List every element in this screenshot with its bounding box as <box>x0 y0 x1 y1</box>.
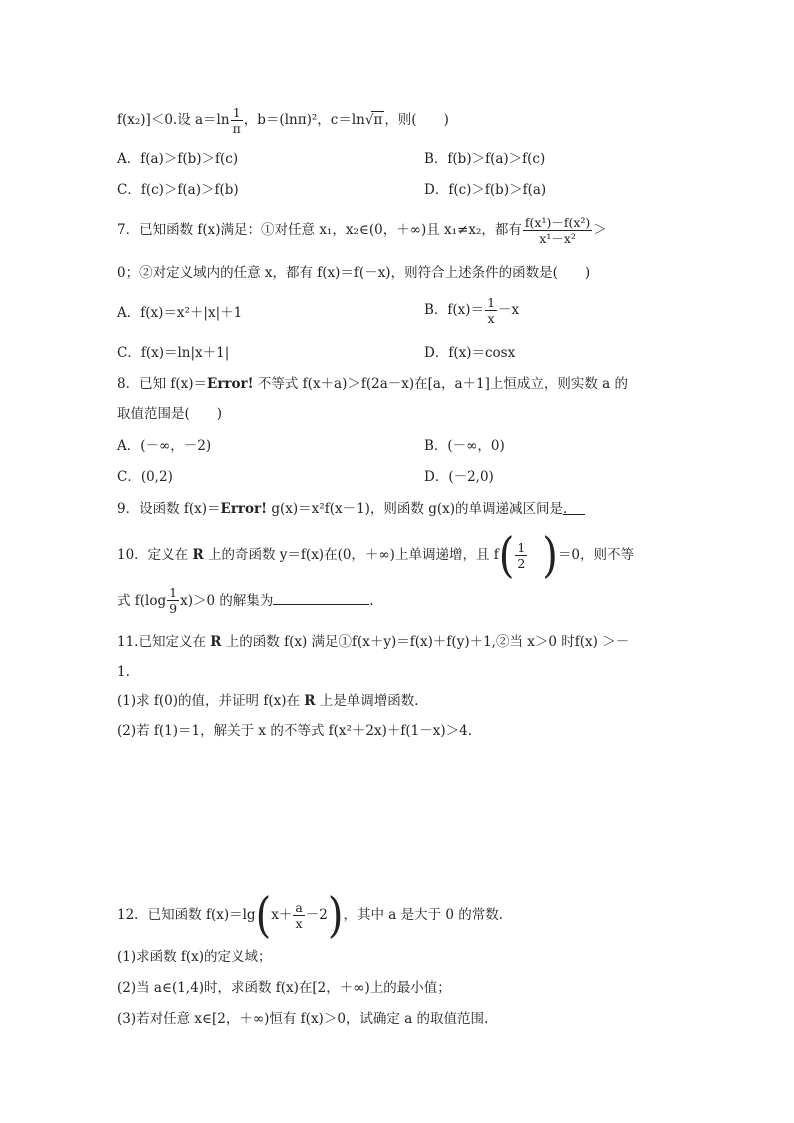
q7-stem-line2: 0；②对定义域内的任意 x，都有 f(x)＝f(－x)，则符合上述条件的函数是( ) <box>117 265 591 281</box>
q12-part1: (1)求函数 f(x)的定义域； <box>117 949 272 965</box>
q10-fraction: $\frac{1}{2}$ <box>517 540 526 571</box>
q6-fraction: $\frac{1}{\pi}$ <box>232 105 241 136</box>
q7-option-d[interactable]: D．f(x)＝cosx <box>424 345 516 361</box>
q11-part2: (2)若 f(1)＝1，解关于 x 的不等式 f(x²＋2x)＋f(1－x)＞4. <box>117 723 472 739</box>
q9-error-text: Error! <box>220 501 268 517</box>
q12-fraction: $\frac{a}{x}$ <box>295 900 303 931</box>
q11-stem: 11.已知定义在 R 上的函数 f(x) 满足①f(x＋y)＝f(x)＋f(y)＋1,②当 x＞0 时f(x) ＞－ <box>117 634 630 650</box>
q6-option-c[interactable]: C．f(c)＞f(a)＞f(b) <box>117 182 239 198</box>
q7-fraction: $\frac{\text{f(x¹)－f(x²)}}{\text{x¹－x²}}$ <box>524 215 591 246</box>
q8-option-a[interactable]: A．(－∞，－2) <box>117 438 212 454</box>
q6-option-d[interactable]: D．f(c)＞f(b)＞f(a) <box>424 182 547 198</box>
q8-option-d[interactable]: D．(－2,0) <box>424 469 494 485</box>
q12-stem: 12．已知函数 f(x)＝lg(x＋ $\frac{a}{x}$ －2)，其中 a 是大于 0 的常数. <box>117 887 504 944</box>
q8-option-c[interactable]: C．(0,2) <box>117 469 173 485</box>
q11-stem-line2: 1. <box>117 664 130 680</box>
q12-part3: (3)若对任意 x∈[2，＋∞)恒有 f(x)＞0，试确定 a 的取值范围. <box>117 1011 489 1027</box>
q8-stem: 8．已知 f(x)＝Error! 不等式 f(x＋a)＞f(2a－x)在[a，a＋1]上恒成立，则实数 a 的 <box>117 376 629 392</box>
q6-option-a[interactable]: A．f(a)＞f(b)＞f(c) <box>117 151 239 167</box>
q9-stem: 9．设函数 f(x)＝Error! g(x)＝x²f(x－1)，则函数 g(x)的单调递减区间是． <box>117 500 585 518</box>
q7-stem: 7．已知函数 f(x)满足：①对任意 x₁，x₂∈(0，＋∞)且 x₁≠x₂，都有 $\frac{\text{f(x¹)－f(x²)}}{\text{x¹－x²}}$ ＞ <box>117 215 607 246</box>
q8-error-text: Error! <box>207 376 254 392</box>
q7-option-c[interactable]: C．f(x)＝ln|x＋1| <box>117 345 230 361</box>
q6-stem: f(x₂)]＜0.设 a＝ln $\frac{1}{\pi}$ ，b＝(lnπ)²，c＝ln√π ，则( ) <box>117 105 449 136</box>
q10-stem: 10．定义在 R 上的奇函数 y＝f(x)在(0，＋∞)上单调递增，且 f( $\frac{1}{2}$ )＝0，则不等 <box>117 527 634 584</box>
q10-answer-blank[interactable] <box>273 590 369 605</box>
q7-option-a[interactable]: A．f(x)＝x²＋|x|＋1 <box>117 305 243 321</box>
q7-option-b[interactable]: B．f(x)＝ $\frac{1}{x}$ －x <box>424 295 520 326</box>
q8-option-b[interactable]: B．(－∞，0) <box>424 438 505 454</box>
q8-stem-line2: 取值范围是( ) <box>117 406 223 422</box>
q9-answer-blank[interactable]: ． <box>563 500 585 515</box>
q6-option-b[interactable]: B．f(b)＞f(a)＞f(c) <box>424 151 546 167</box>
q10-stem-line2: 式 f(log $\frac{1}{9}$ x)＞0 的解集为 . <box>117 585 374 616</box>
q12-part2: (2)当 a∈(1,4)时，求函数 f(x)在[2，＋∞)上的最小值； <box>117 980 451 996</box>
q11-part1: (1)求 f(0)的值，并证明 f(x)在 R 上是单调增函数. <box>117 693 419 709</box>
